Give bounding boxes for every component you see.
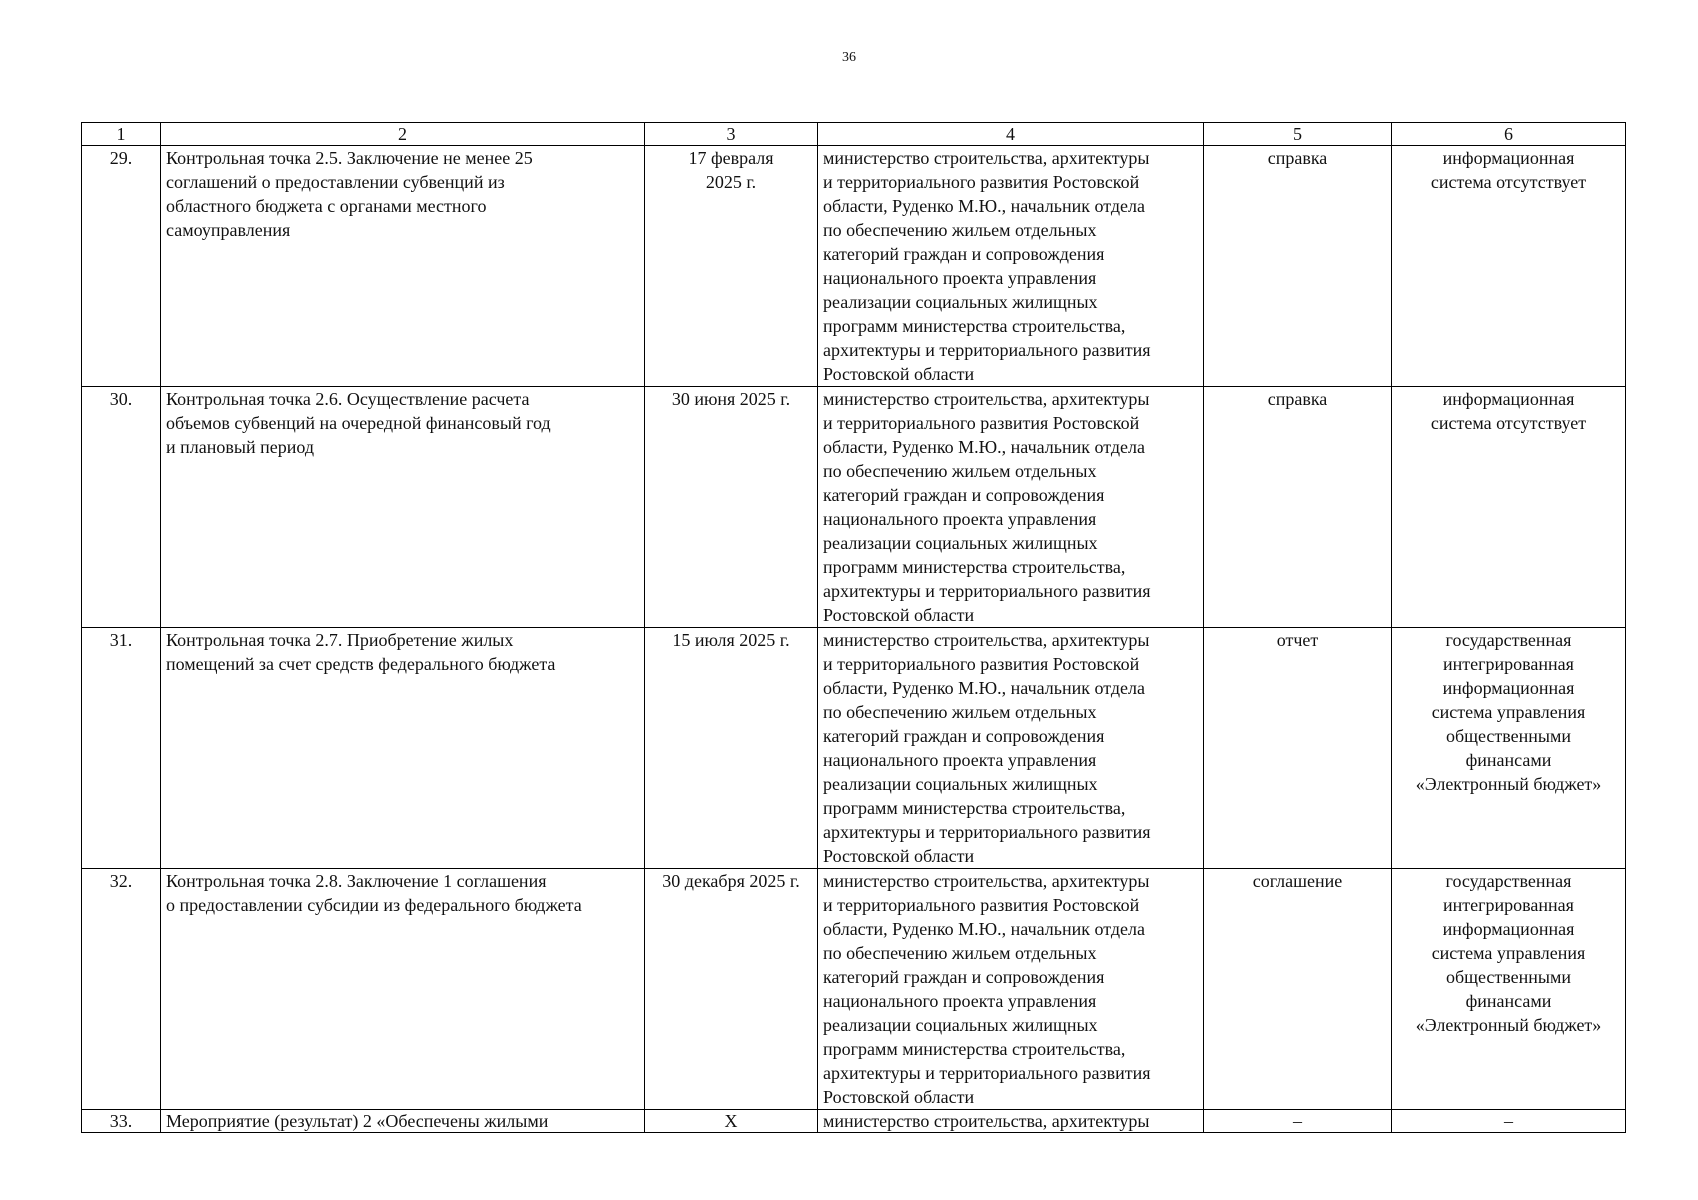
column-header-4: 4	[818, 123, 1204, 146]
responsible-party: министерство строительства, архитектуры и территориального развития Ростовской области, Руденко М.Ю., начальник отдела по обеспечению жильем отдельных категорий граждан и сопровождения национального проекта управления реализации социальных жилищных программ министерства строительства, архитектуры и территориального развития Ростовской области	[818, 869, 1204, 1110]
table-row	[82, 869, 1626, 1110]
page-number: 36	[842, 50, 856, 65]
row-number: 32.	[82, 869, 161, 1110]
row-number: 29.	[82, 146, 161, 387]
document-type: соглашение	[1204, 869, 1392, 1110]
due-date: Х	[645, 1110, 818, 1133]
column-header-6: 6	[1392, 123, 1626, 146]
control-point-name: Мероприятие (результат) 2 «Обеспечены жилыми	[161, 1110, 645, 1133]
row-number: 30.	[82, 387, 161, 628]
column-header-3: 3	[645, 123, 818, 146]
row-number: 31.	[82, 628, 161, 869]
due-date: 15 июля 2025 г.	[645, 628, 818, 869]
information-system: государственная интегрированная информационная система управления общественными финансами «Электронный бюджет»	[1392, 869, 1626, 1110]
control-points-table	[81, 122, 1626, 1133]
column-header-2: 2	[161, 123, 645, 146]
document-type: справка	[1204, 146, 1392, 387]
table-row	[82, 146, 1626, 387]
column-header-1: 1	[82, 123, 161, 146]
responsible-party: министерство строительства, архитектуры	[818, 1110, 1204, 1133]
due-date: 30 декабря 2025 г.	[645, 869, 818, 1110]
responsible-party: министерство строительства, архитектуры и территориального развития Ростовской области, Руденко М.Ю., начальник отдела по обеспечению жильем отдельных категорий граждан и сопровождения национального проекта управления реализации социальных жилищных программ министерства строительства, архитектуры и территориального развития Ростовской области	[818, 628, 1204, 869]
information-system: информационная система отсутствует	[1392, 387, 1626, 628]
table-row	[82, 1110, 1626, 1133]
information-system: государственная интегрированная информационная система управления общественными финансами «Электронный бюджет»	[1392, 628, 1626, 869]
control-point-name: Контрольная точка 2.6. Осуществление расчета объемов субвенций на очередной финансовый год и плановый период	[161, 387, 645, 628]
document-type: справка	[1204, 387, 1392, 628]
table-header-row	[82, 123, 1626, 146]
responsible-party: министерство строительства, архитектуры и территориального развития Ростовской области, Руденко М.Ю., начальник отдела по обеспечению жильем отдельных категорий граждан и сопровождения национального проекта управления реализации социальных жилищных программ министерства строительства, архитектуры и территориального развития Ростовской области	[818, 146, 1204, 387]
due-date: 30 июня 2025 г.	[645, 387, 818, 628]
control-point-name: Контрольная точка 2.5. Заключение не менее 25 соглашений о предоставлении субвенций из областного бюджета с органами местного самоуправления	[161, 146, 645, 387]
table-row	[82, 628, 1626, 869]
information-system: –	[1392, 1110, 1626, 1133]
control-point-name: Контрольная точка 2.8. Заключение 1 соглашения о предоставлении субсидии из федерального бюджета	[161, 869, 645, 1110]
control-point-name: Контрольная точка 2.7. Приобретение жилых помещений за счет средств федерального бюджета	[161, 628, 645, 869]
table-row	[82, 387, 1626, 628]
document-type: –	[1204, 1110, 1392, 1133]
document-type: отчет	[1204, 628, 1392, 869]
column-header-5: 5	[1204, 123, 1392, 146]
due-date: 17 февраля 2025 г.	[645, 146, 818, 387]
responsible-party: министерство строительства, архитектуры и территориального развития Ростовской области, Руденко М.Ю., начальник отдела по обеспечению жильем отдельных категорий граждан и сопровождения национального проекта управления реализации социальных жилищных программ министерства строительства, архитектуры и территориального развития Ростовской области	[818, 387, 1204, 628]
information-system: информационная система отсутствует	[1392, 146, 1626, 387]
row-number: 33.	[82, 1110, 161, 1133]
